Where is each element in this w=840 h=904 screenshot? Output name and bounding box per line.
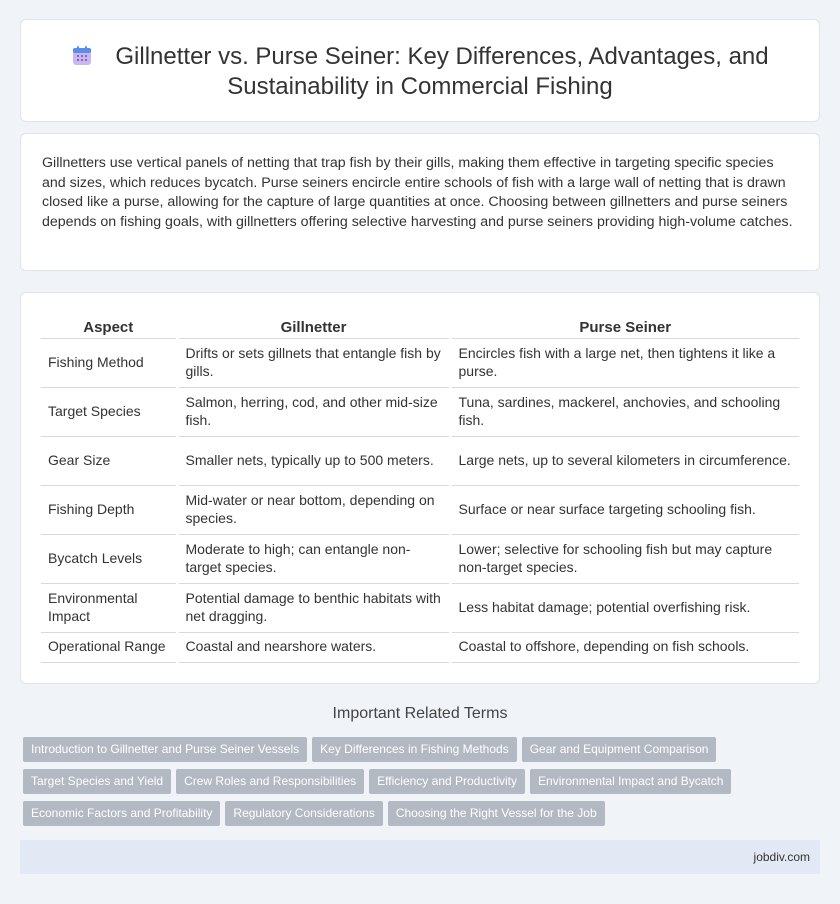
cell-gillnetter: Mid-water or near bottom, depending on species. [177,485,450,534]
related-terms-tags [23,737,823,833]
page-title [21,42,819,102]
cell-aspect: Environmental Impact [41,583,177,632]
tag-link[interactable]: Target Species and Yield [23,769,171,794]
tag-link[interactable]: Efficiency and Productivity [369,769,525,794]
table-row [41,583,799,632]
tag-link[interactable]: Economic Factors and Profitability [23,801,220,826]
tag-link[interactable]: Choosing the Right Vessel for the Job [388,801,605,826]
table-row [41,436,799,485]
tag-link[interactable]: Regulatory Considerations [225,801,382,826]
cell-purse-seiner: Surface or near surface targeting schooling fish. [450,485,799,534]
header-purse-seiner: Purse Seiner [450,317,799,338]
tag-link[interactable]: Crew Roles and Responsibilities [176,769,364,794]
cell-purse-seiner: Encircles fish with a large net, then tightens it like a purse. [450,338,799,387]
comparison-card [20,292,820,684]
table-row [41,632,799,662]
footer [20,840,820,874]
cell-purse-seiner: Large nets, up to several kilometers in circumference. [450,436,799,485]
tag-link[interactable]: Key Differences in Fishing Methods [312,737,517,762]
intro-text: Gillnetters use vertical panels of netting that trap fish by their gills, making them effective in targeting specific species and sizes, which reduces bycatch. Purse seiners encircle entire schools of fish with a large wall of netting that is drawn closed like a purse, allowing for the capture of large quantities at once. Choosing between gillnetters and purse seiners depends on fishing goals, with gillnetters offering selective harvesting and purse seiners providing high-volume catches. [42,155,793,231]
cell-purse-seiner: Tuna, sardines, mackerel, anchovies, and schooling fish. [450,387,799,436]
cell-aspect: Gear Size [41,436,177,485]
cell-aspect: Bycatch Levels [41,534,177,583]
table-row [41,485,799,534]
table-row [41,387,799,436]
cell-aspect: Fishing Depth [41,485,177,534]
tag-row [23,769,823,801]
tag-row [23,737,823,769]
tag-row [23,801,823,833]
cell-purse-seiner: Less habitat damage; potential overfishing risk. [450,583,799,632]
title-wrap [21,42,819,102]
header-aspect: Aspect [41,317,177,338]
tag-link[interactable]: Environmental Impact and Bycatch [530,769,731,794]
cell-aspect: Target Species [41,387,177,436]
table-row [41,534,799,583]
cell-gillnetter: Potential damage to benthic habitats with net dragging. [177,583,450,632]
cell-gillnetter: Drifts or sets gillnets that entangle fish by gills. [177,338,450,387]
cell-gillnetter: Coastal and nearshore waters. [177,632,450,662]
cell-aspect: Operational Range [41,632,177,662]
footer-site-link[interactable]: jobdiv.com [753,850,810,864]
cell-purse-seiner: Lower; selective for schooling fish but may capture non-target species. [450,534,799,583]
cell-gillnetter: Moderate to high; can entangle non-target species. [177,534,450,583]
page-title-text: Gillnetter vs. Purse Seiner: Key Differences, Advantages, and Sustainability in Commercial Fishing [115,43,769,100]
intro-card [20,133,820,271]
table-row [41,338,799,387]
related-terms-heading: Important Related Terms [332,705,508,722]
cell-purse-seiner: Coastal to offshore, depending on fish schools. [450,632,799,662]
header-gillnetter: Gillnetter [177,317,450,338]
table-header-row [41,317,799,338]
tag-link[interactable]: Gear and Equipment Comparison [522,737,717,762]
calendar-icon [71,45,93,67]
cell-aspect: Fishing Method [41,338,177,387]
cell-gillnetter: Smaller nets, typically up to 500 meters. [177,436,450,485]
title-card [20,19,820,122]
cell-gillnetter: Salmon, herring, cod, and other mid-size fish. [177,387,450,436]
tag-link[interactable]: Introduction to Gillnetter and Purse Seiner Vessels [23,737,307,762]
comparison-table [41,317,799,663]
